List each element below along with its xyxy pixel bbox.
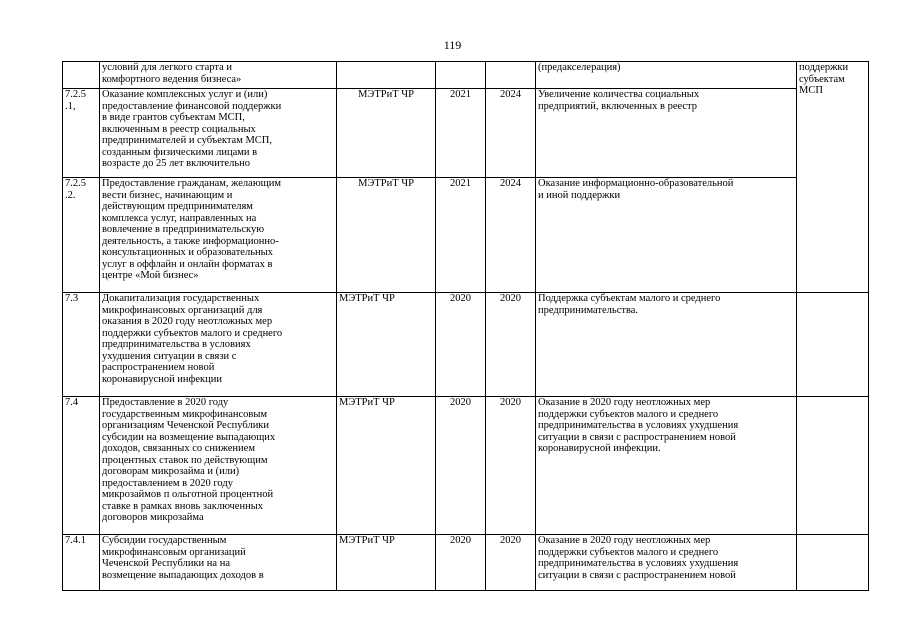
end-year: 2024 — [486, 178, 536, 293]
start-year: 2020 — [436, 293, 486, 397]
executor — [337, 62, 436, 89]
expected-result: Увеличение количества социальных предприятий, включенных в реестр — [536, 89, 797, 178]
executor: МЭТРиТ ЧР — [337, 293, 436, 397]
table-row — [63, 293, 869, 397]
expected-result: Оказание в 2020 году неотложных мер поддержки субъектов малого и среднего предпринимательства в условиях ухудшения ситуации в связи с распространением новой — [536, 535, 797, 591]
row-number — [63, 62, 100, 89]
expected-result: Оказание информационно-образовательной и иной поддержки — [536, 178, 797, 293]
end-year: 2024 — [486, 89, 536, 178]
expected-result: (предакселерация) — [536, 62, 797, 89]
table-row — [63, 535, 869, 591]
row-number: 7.4 — [63, 397, 100, 535]
start-year: 2020 — [436, 397, 486, 535]
goal-cell-empty — [797, 535, 869, 591]
executor: МЭТРиТ ЧР — [337, 535, 436, 591]
table-row — [63, 397, 869, 535]
measure-name: Оказание комплексных услуг и (или) предоставление финансовой поддержки в виде грантов субъектам МСП, включенным в реестр социальных предпринимателей и субъектам МСП, созданным физическими лицами в возрасте до 25 лет включительно — [100, 89, 337, 178]
start-year: 2021 — [436, 178, 486, 293]
end-year — [486, 62, 536, 89]
start-year — [436, 62, 486, 89]
end-year: 2020 — [486, 397, 536, 535]
measure-name: Предоставление в 2020 году государственным микрофинансовым организациям Чеченской Республики субсидии на возмещение выпадающих доходов, связанных со снижением процентных ставок по действующим договорам микрозайма и (или) предоставлением в 2020 году микрозаймов п ольготной процентной ставке в рамках вновь заключенных договоров микрозайма — [100, 397, 337, 535]
end-year: 2020 — [486, 535, 536, 591]
row-number: 7.3 — [63, 293, 100, 397]
page-number: 119 — [443, 38, 462, 52]
end-year: 2020 — [486, 293, 536, 397]
row-number: 7.4.1 — [63, 535, 100, 591]
goal-cell: поддержки субъектам МСП — [797, 62, 869, 293]
row-number: 7.2.5 .1, — [63, 89, 100, 178]
executor: МЭТРиТ ЧР — [337, 178, 436, 293]
measure-name: условий для легкого старта и комфортного ведения бизнеса» — [100, 62, 337, 89]
executor: МЭТРиТ ЧР — [337, 397, 436, 535]
goal-cell-empty — [797, 397, 869, 535]
table-row — [63, 89, 869, 178]
start-year: 2020 — [436, 535, 486, 591]
executor: МЭТРиТ ЧР — [337, 89, 436, 178]
measures-table — [62, 61, 869, 591]
expected-result: Оказание в 2020 году неотложных мер поддержки субъектов малого и среднего предпринимательства в условиях ухудшения ситуации в связи с распространением новой коронавирусной инфекции. — [536, 397, 797, 535]
measure-name: Докапитализация государственных микрофинансовых организаций для оказания в 2020 году неотложных мер поддержки субъектов малого и среднего предпринимательства в условиях ухудшения ситуации в связи с распространением новой коронавирусной инфекции — [100, 293, 337, 397]
goal-cell-empty — [797, 293, 869, 397]
table-row — [63, 62, 869, 89]
table-row — [63, 178, 869, 293]
measure-name: Предоставление гражданам, желающим вести бизнес, начинающим и действующим предпринимателям комплекса услуг, направленных на вовлечение в предпринимательскую деятельность, а также информационно- консультационных и образовательных услуг в оффлайн и онлайн форматах в центре «Мой бизнес» — [100, 178, 337, 293]
expected-result: Поддержка субъектам малого и среднего предпринимательства. — [536, 293, 797, 397]
start-year: 2021 — [436, 89, 486, 178]
row-number: 7.2.5 .2. — [63, 178, 100, 293]
measure-name: Субсидии государственным микрофинансовым организаций Чеченской Республики на на возмещение выпадающих доходов в — [100, 535, 337, 591]
